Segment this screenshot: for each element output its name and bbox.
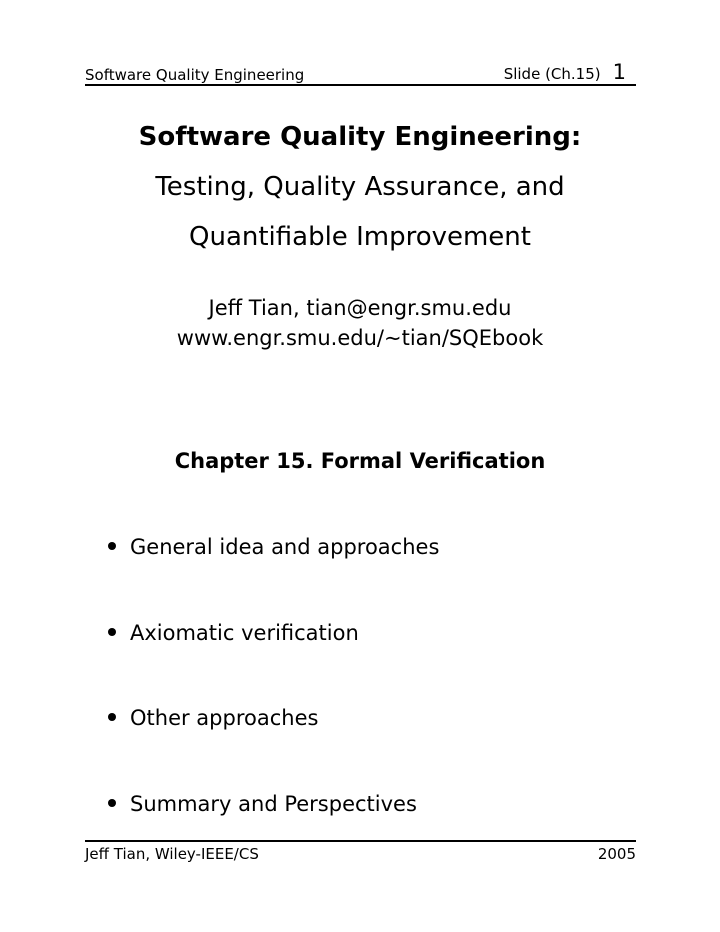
- topic-list: [108, 535, 439, 877]
- topic-text: General idea and approaches: [130, 535, 440, 559]
- topic-list-item: [108, 621, 439, 707]
- bullet-icon: [108, 542, 116, 550]
- topic-list-item: [108, 792, 439, 878]
- footer-year: 2005: [597, 845, 636, 863]
- chapter-heading: Chapter 15. Formal Verification: [174, 449, 546, 473]
- topic-list-item: [108, 706, 439, 792]
- author-contact: Jeff Tian, tian@engr.smu.edu: [208, 296, 512, 320]
- topic-text: Other approaches: [130, 706, 319, 730]
- header-slide-info: [504, 60, 636, 84]
- slide-label: Slide (Ch.15): [503, 65, 601, 83]
- slide-number: 1: [612, 60, 626, 84]
- slide-footer: [85, 840, 636, 864]
- slide-title: Software Quality Engineering:: [138, 122, 582, 152]
- topic-text: Summary and Perspectives: [130, 791, 417, 816]
- topic-text: Axiomatic verification: [130, 620, 359, 645]
- header-course-title: Software Quality Engineering: [85, 66, 305, 84]
- topic-list-item: [108, 535, 439, 621]
- bullet-icon: [108, 799, 116, 807]
- slide-subtitle-line-2: Quantifiable Improvement: [189, 222, 531, 252]
- footer-author: Jeff Tian, Wiley-IEEE/CS: [85, 845, 259, 863]
- slide-subtitle-line-1: Testing, Quality Assurance, and: [155, 172, 565, 202]
- author-url: www.engr.smu.edu/∼tian/SQEbook: [176, 326, 544, 350]
- slide-header: [85, 60, 636, 86]
- bullet-icon: [108, 713, 116, 721]
- bullet-icon: [108, 628, 116, 636]
